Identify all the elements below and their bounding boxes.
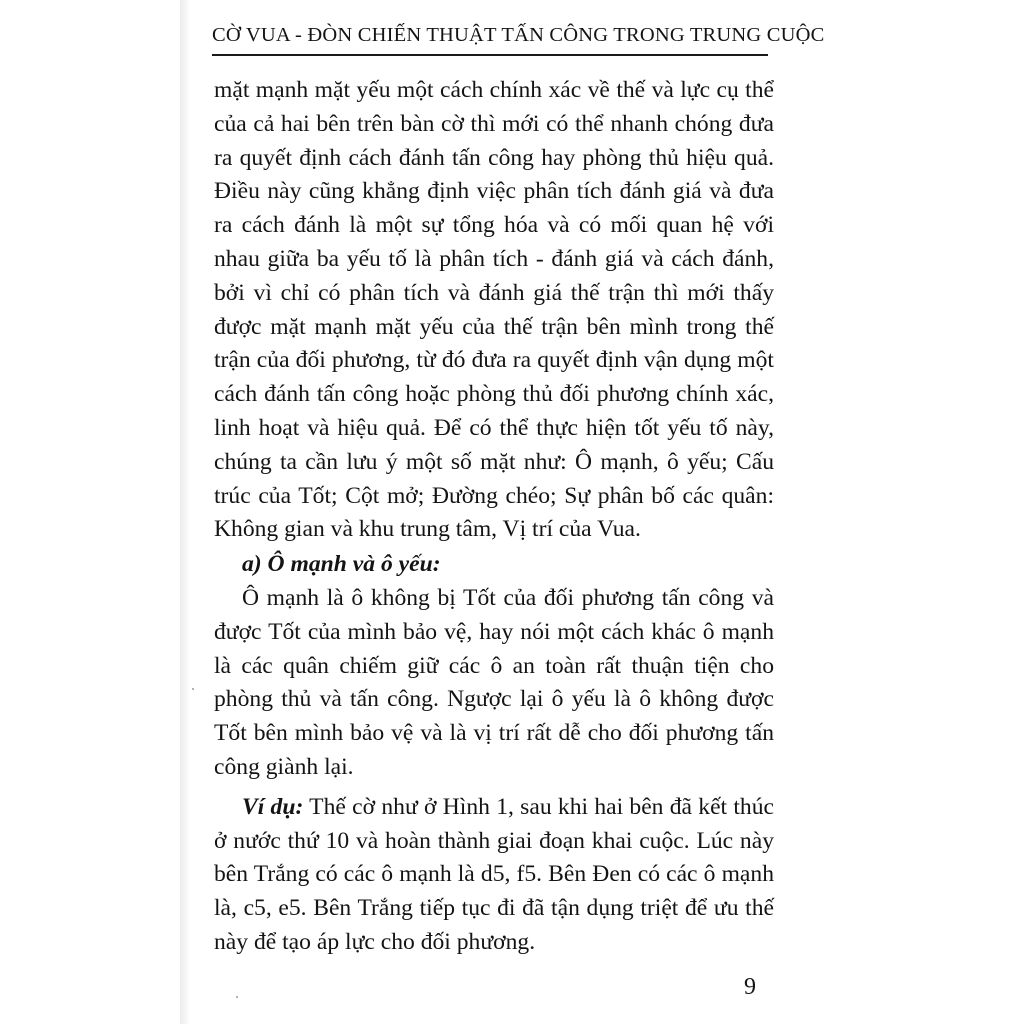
paragraph-2-last-line: công giành lại.: [214, 753, 354, 780]
paragraph-3-line: là, c5, e5. Bên Trắng tiếp tục đi đã tận dụng triệt để ưu thế: [214, 895, 774, 922]
paragraph-1-line: trúc của Tốt; Cột mở; Đường chéo; Sự phân bố các quân:: [214, 482, 774, 509]
paragraph-2-line: phòng thủ và tấn công. Ngược lại ô yếu là ô không được: [214, 686, 774, 713]
paragraph-1-line: được mặt mạnh mặt yếu của thế trận bên mình trong thế: [214, 313, 774, 340]
margin-speck: [192, 688, 194, 690]
paragraph-1-line: trận của đối phương, từ đó đưa ra quyết định vận dụng một: [214, 347, 774, 374]
paragraph-3-last-line: này để tạo áp lực cho đối phương.: [214, 928, 536, 955]
body-text: [214, 74, 774, 960]
paragraph-1-line: chúng ta cần lưu ý một số mặt như: Ô mạnh, ô yếu; Cấu: [214, 448, 774, 475]
paragraph-1-line: Điều này cũng khẳng định việc phân tích đánh giá và đưa: [214, 178, 774, 205]
binding-shadow: [180, 0, 190, 1024]
margin-speck: [236, 996, 238, 998]
paragraph-1-line: nhau giữa ba yếu tố là phân tích - đánh giá và cách đánh,: [214, 245, 774, 272]
running-head: CỜ VUA - ĐÒN CHIẾN THUẬT TẤN CÔNG TRONG TRUNG CUỘC: [212, 24, 825, 46]
paragraph-3-first-line: [214, 791, 774, 825]
paragraph-1-line: của cả hai bên trên bàn cờ thì mới có thể nhanh chóng đưa: [214, 110, 774, 137]
paragraph-1-line: mặt mạnh mặt yếu một cách chính xác về thế và lực cụ thể: [214, 77, 774, 103]
paragraph-3-first-line-text: Thế cờ như ở Hình 1, sau khi hai bên đã kết thúc: [303, 793, 775, 820]
example-label: Ví dụ:: [242, 793, 304, 820]
paragraph-1-line: ra cách đánh là một sự tổng hóa và có mối quan hệ với: [214, 212, 774, 239]
paragraph-3-line: bên Trắng có các ô mạnh là d5, f5. Bên Đen có các ô mạnh: [214, 861, 774, 888]
paragraph-2-line: là các quân chiếm giữ các ô an toàn rất thuận tiện cho: [214, 652, 774, 679]
section-heading: a) Ô mạnh và ô yếu:: [242, 551, 441, 578]
page-number: 9: [744, 974, 756, 1000]
paragraph-1-line: cách đánh tấn công hoặc phòng thủ đối phương chính xác,: [214, 381, 774, 408]
header-rule: [212, 54, 768, 56]
paragraph-3-line: ở nước thứ 10 và hoàn thành giai đoạn khai cuộc. Lúc này: [214, 827, 774, 854]
paragraph-1-line: bởi vì chỉ có phân tích và đánh giá thế trận thì mới thấy: [214, 279, 774, 306]
paragraph-2-line: Ô mạnh là ô không bị Tốt của đối phương tấn công và: [242, 584, 774, 611]
paragraph-1-line: linh hoạt và hiệu quả. Để có thể thực hiện tốt yếu tố này,: [214, 414, 774, 441]
paragraph-2-line: Tốt bên mình bảo vệ và là vị trí rất dễ cho đối phương tấn: [214, 720, 774, 747]
paragraph-1-line: ra quyết định cách đánh tấn công hay phòng thủ hiệu quả.: [214, 144, 774, 171]
paragraph-2-line: được Tốt của mình bảo vệ, hay nói một cách khác ô mạnh: [214, 618, 774, 645]
paragraph-1-last-line: Không gian và khu trung tâm, Vị trí của Vua.: [214, 516, 641, 543]
